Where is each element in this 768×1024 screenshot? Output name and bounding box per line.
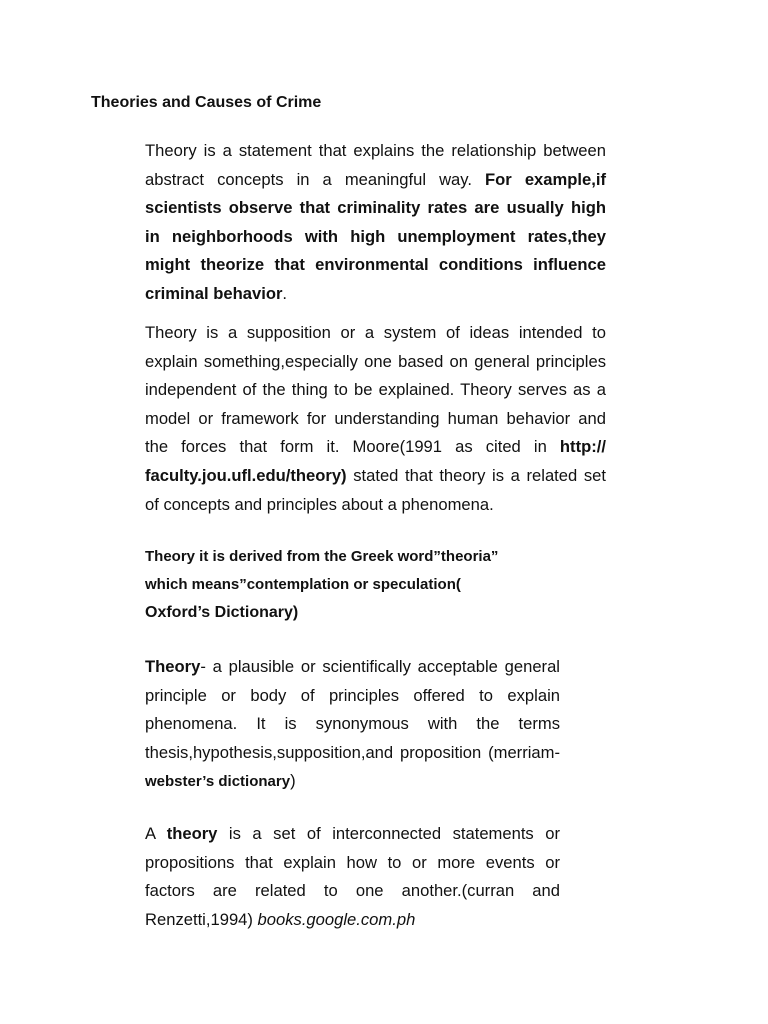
term-theory: Theory xyxy=(145,657,201,676)
paragraph-text: is a set of interconnected statements or propositions that explain how to or more events or factors are related to one another.(curran and Renzetti,1994) xyxy=(145,824,561,929)
paragraph-theory-statement xyxy=(145,137,606,309)
source-link: books.google.com.ph xyxy=(257,909,416,929)
greek-origin-line-2: which means”contemplation or speculation( xyxy=(145,576,461,593)
paragraph-text: Theory is a statement that explains the relationship between abstract concepts in a meaningful way. xyxy=(145,141,606,189)
greek-origin-source: Oxford’s Dictionary) xyxy=(145,604,299,621)
paragraph-greek-origin xyxy=(145,543,565,627)
term-theory: theory xyxy=(166,824,218,843)
paragraph-interconnected-statements xyxy=(145,820,560,934)
paragraph-text: ) xyxy=(290,771,296,791)
paragraph-text: . xyxy=(282,283,288,303)
paragraph-text: A xyxy=(145,824,167,843)
paragraph-theory-supposition xyxy=(145,319,606,519)
dictionary-source: webster’s dictionary xyxy=(145,773,291,791)
paragraph-text: Theory is a supposition or a system of ideas intended to explain something,especially one based on general principles independent of the thing to be explained. Theory serves as a model or framework for understanding human behavior and the forces that form it. Moore(1991 as cited in xyxy=(145,323,606,457)
paragraph-theory-definition xyxy=(145,653,560,797)
document-title: Theories and Causes of Crime xyxy=(91,94,322,111)
greek-origin-line-1: Theory it is derived from the Greek word”theoria” xyxy=(145,548,499,565)
paragraph-example-text: For example,if scientists observe that criminality rates are usually high in neighborhoods with high unemployment rates,they might theorize that environmental conditions influence criminal behavior xyxy=(145,169,606,303)
paragraph-text: - a plausible or scientifically acceptable general principle or body of principles offered to explain phenomena. It is synonymous with the terms thesis,hypothesis,supposition,and proposition (merriam- xyxy=(145,657,560,762)
paragraph-text: stated that theory is a related set of concepts and principles about a phenomena. xyxy=(145,465,606,514)
citation-url: http:// faculty.jou.ufl.edu/theory) xyxy=(145,437,606,485)
